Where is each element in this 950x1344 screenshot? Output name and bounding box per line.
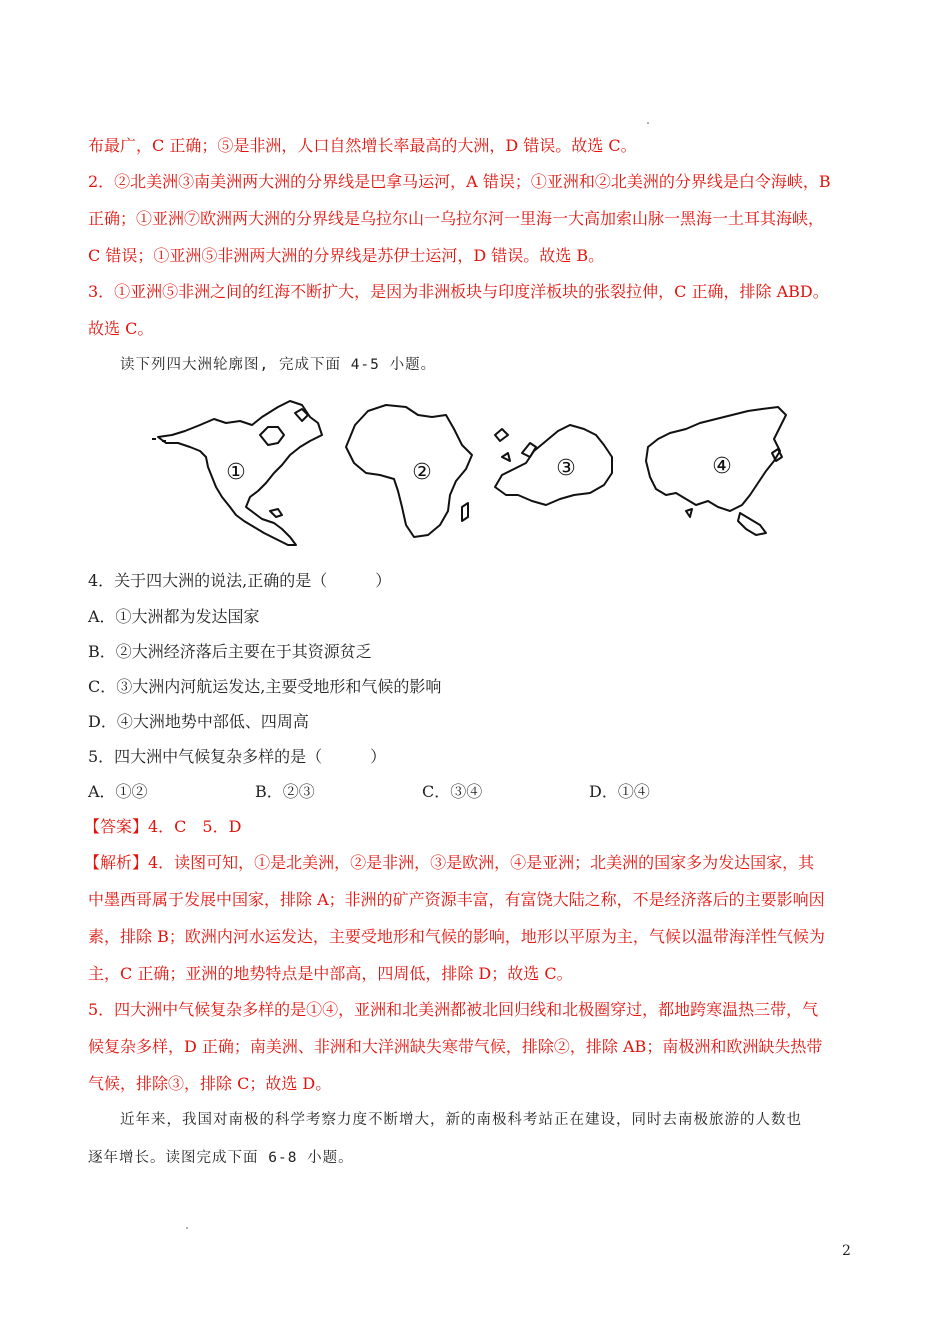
question-5-option-a: A．①②	[88, 782, 148, 801]
map-label-2: ②	[412, 460, 432, 485]
question-5-stem: 5．四大洲中气候复杂多样的是（ ）	[88, 747, 387, 766]
analysis-line-6: 候复杂多样，D 正确；南美洲、非洲和大洋洲缺失寒带气候，排除②，排除 AB；南极洲和欧洲缺失热带	[88, 1037, 823, 1056]
scan-speck	[647, 122, 649, 124]
analysis-line-2: 中墨西哥属于发展中国家，排除 A；非洲的矿产资源丰富，有富饶大陆之称，不是经济落后的主要影响因	[88, 890, 825, 909]
question-5-option-d: D．①④	[589, 782, 650, 801]
question-4-option-a: A．①大洲都为发达国家	[88, 607, 260, 626]
answer-line-1: 布最广，C 正确；⑤是非洲，人口自然增长率最高的大洲，D 错误。故选 C。	[88, 136, 637, 155]
scan-speck	[186, 1227, 188, 1229]
answer-line-4: C 错误；①亚洲⑤非洲两大洲的分界线是苏伊士运河，D 错误。故选 B。	[88, 246, 605, 265]
intro-6-8-line-1: 近年来，我国对南极的科学考察力度不断增大，新的南极科考站正在建设，同时去南极旅游的人数也	[120, 1112, 802, 1128]
answer-line-2: 2．②北美洲③南美洲两大洲的分界线是巴拿马运河，A 错误；①亚洲和②北美洲的分界线是白令海峡，B	[88, 172, 831, 191]
africa-outline	[346, 405, 472, 537]
question-4-option-d: D．④大洲地势中部低、四周高	[88, 712, 309, 731]
continent-maps-figure	[150, 395, 800, 550]
map-label-3: ③	[556, 456, 576, 481]
question-4-stem: 4．关于四大洲的说法,正确的是（ ）	[88, 571, 392, 590]
answer-line-5: 3．①亚洲⑤非洲之间的红海不断扩大，是因为非洲板块与印度洋板块的张裂拉伸，C 正确，排除 ABD。	[88, 282, 829, 301]
map-label-4: ④	[712, 454, 732, 479]
answer-line-3: 正确；①亚洲⑦欧洲两大洲的分界线是乌拉尔山一乌拉尔河一里海一大高加索山脉一黑海一土耳其海峡，	[88, 209, 825, 228]
analysis-line-4: 主，C 正确；亚洲的地势特点是中部高，四周低，排除 D；故选 C。	[88, 964, 573, 983]
intro-6-8-line-2: 逐年增长。读图完成下面 6-8 小题。	[88, 1150, 354, 1166]
analysis-line-1: 【解析】4．读图可知，①是北美洲，②是非洲，③是欧洲，④是亚洲；北美洲的国家多为发达国家，其	[84, 853, 815, 872]
page-number: 2	[842, 1243, 851, 1259]
europe-outline	[495, 425, 612, 505]
map-label-1: ①	[226, 460, 246, 485]
question-5-option-c: C．③④	[422, 782, 483, 801]
analysis-line-5: 5．四大洲中气候复杂多样的是①④，亚洲和北美洲都被北回归线和北极圈穿过，都地跨寒温热三带，气	[88, 1000, 819, 1019]
question-4-option-b: B．②大洲经济落后主要在于其资源贫乏	[88, 642, 372, 661]
analysis-line-7: 气候，排除③，排除 C；故选 D。	[88, 1074, 332, 1093]
intro-4-5: 读下列四大洲轮廓图, 完成下面 4-5 小题。	[120, 357, 437, 373]
question-5-option-b: B．②③	[255, 782, 315, 801]
answer-line-6: 故选 C。	[88, 319, 154, 338]
question-4-option-c: C．③大洲内河航运发达,主要受地形和气候的影响	[88, 677, 442, 696]
answer-key: 【答案】4．C 5．D	[84, 817, 242, 836]
analysis-line-3: 素，排除 B；欧洲内河水运发达，主要受地形和气候的影响，地形以平原为主，气候以温带海洋性气候为	[88, 927, 825, 946]
